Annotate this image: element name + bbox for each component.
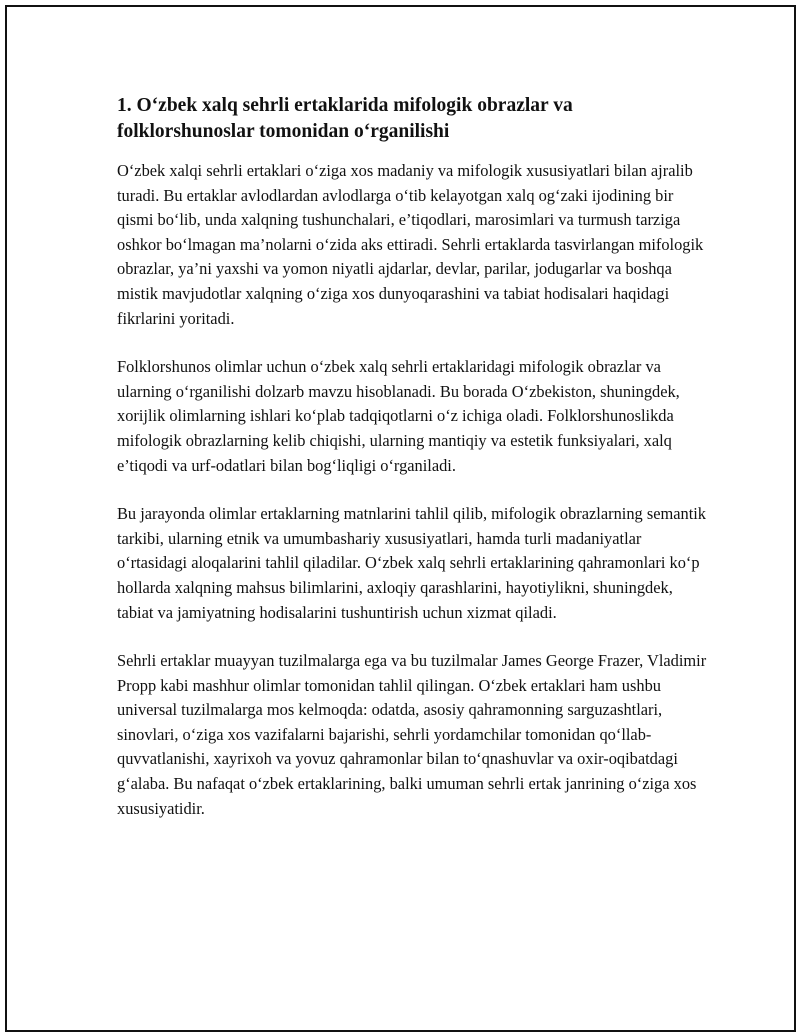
document-body bbox=[117, 93, 707, 845]
paragraph-1: O‘zbek xalqi sehrli ertaklari o‘ziga xos madaniy va mifologik xususiyatlari bilan ajralib turadi. Bu ertaklar avlodlardan avlodlarga o‘tib kelayotgan xalq og‘zaki ijodining bir qismi bo‘lib, unda xalqning tushunchalari, e’tiqodlari, marosimlari va turmush tarziga oshkor bo‘lmagan ma’nolarni o‘zida aks ettiradi. Sehrli ertaklarda tasvirlangan mifologik obrazlar, ya’ni yaxshi va yomon niyatli ajdarlar, devlar, parilar, jodugarlar va boshqa mistik mavjudotlar xalqning o‘ziga xos dunyoqarashini va tabiat hodisalari haqidagi fikrlarini yoritadi. bbox=[117, 161, 704, 328]
paragraph-3: Bu jarayonda olimlar ertaklarning matnlarini tahlil qilib, mifologik obrazlarning semantik tarkibi, ularning etnik va umumbashariy xususiyatlari, hamda turli madaniyatlar o‘rtasidagi aloqalarini tahlil qiladilar. O‘zbek xalq sehrli ertaklarining qahramonlari ko‘p hollarda xalqning mahsus bilimlarini, axloqiy qarashlarini, hayotiylikni, shuningdek, tabiat va jamiyatning hodisalarini tushuntirish uchun xizmat qiladi. bbox=[117, 504, 706, 622]
section-heading: 1. O‘zbek xalq sehrli ertaklarida mifologik obrazlar va folklorshunoslar tomonidan o‘rganilishi bbox=[117, 95, 573, 142]
paragraph-4: Sehrli ertaklar muayyan tuzilmalarga ega va bu tuzilmalar James George Frazer, Vladimir Propp kabi mashhur olimlar tomonidan tahlil qilingan. O‘zbek ertaklari ham ushbu universal tuzilmalarga mos kelmoqda: odatda, asosiy qahramonning sarguzashtlari, sinovlari, o‘ziga xos vazifalarni bajarishi, sehrli yordamchilar tomonidan qo‘llab-quvvatlanishi, xayrixoh va yovuz qahramonlar bilan to‘qnashuvlar va oxir-oqibatdagi g‘alaba. Bu nafaqat o‘zbek ertaklarining, balki umuman sehrli ertak janrining o‘ziga xos xususiyatidir. bbox=[117, 651, 707, 818]
paragraph-2: Folklorshunos olimlar uchun o‘zbek xalq sehrli ertaklaridagi mifologik obrazlar va ularning o‘rganilishi dolzarb mavzu hisoblanadi. Bu borada O‘zbekiston, shuningdek, xorijlik olimlarning ishlari ko‘plab tadqiqotlarni o‘z ichiga oladi. Folklorshunoslikda mifologik obrazlarning kelib chiqishi, ularning mantiqiy va estetik funksiyalari, xalq e’tiqodi va urf-odatlari bilan bog‘liqligi o‘rganiladi. bbox=[117, 357, 680, 475]
